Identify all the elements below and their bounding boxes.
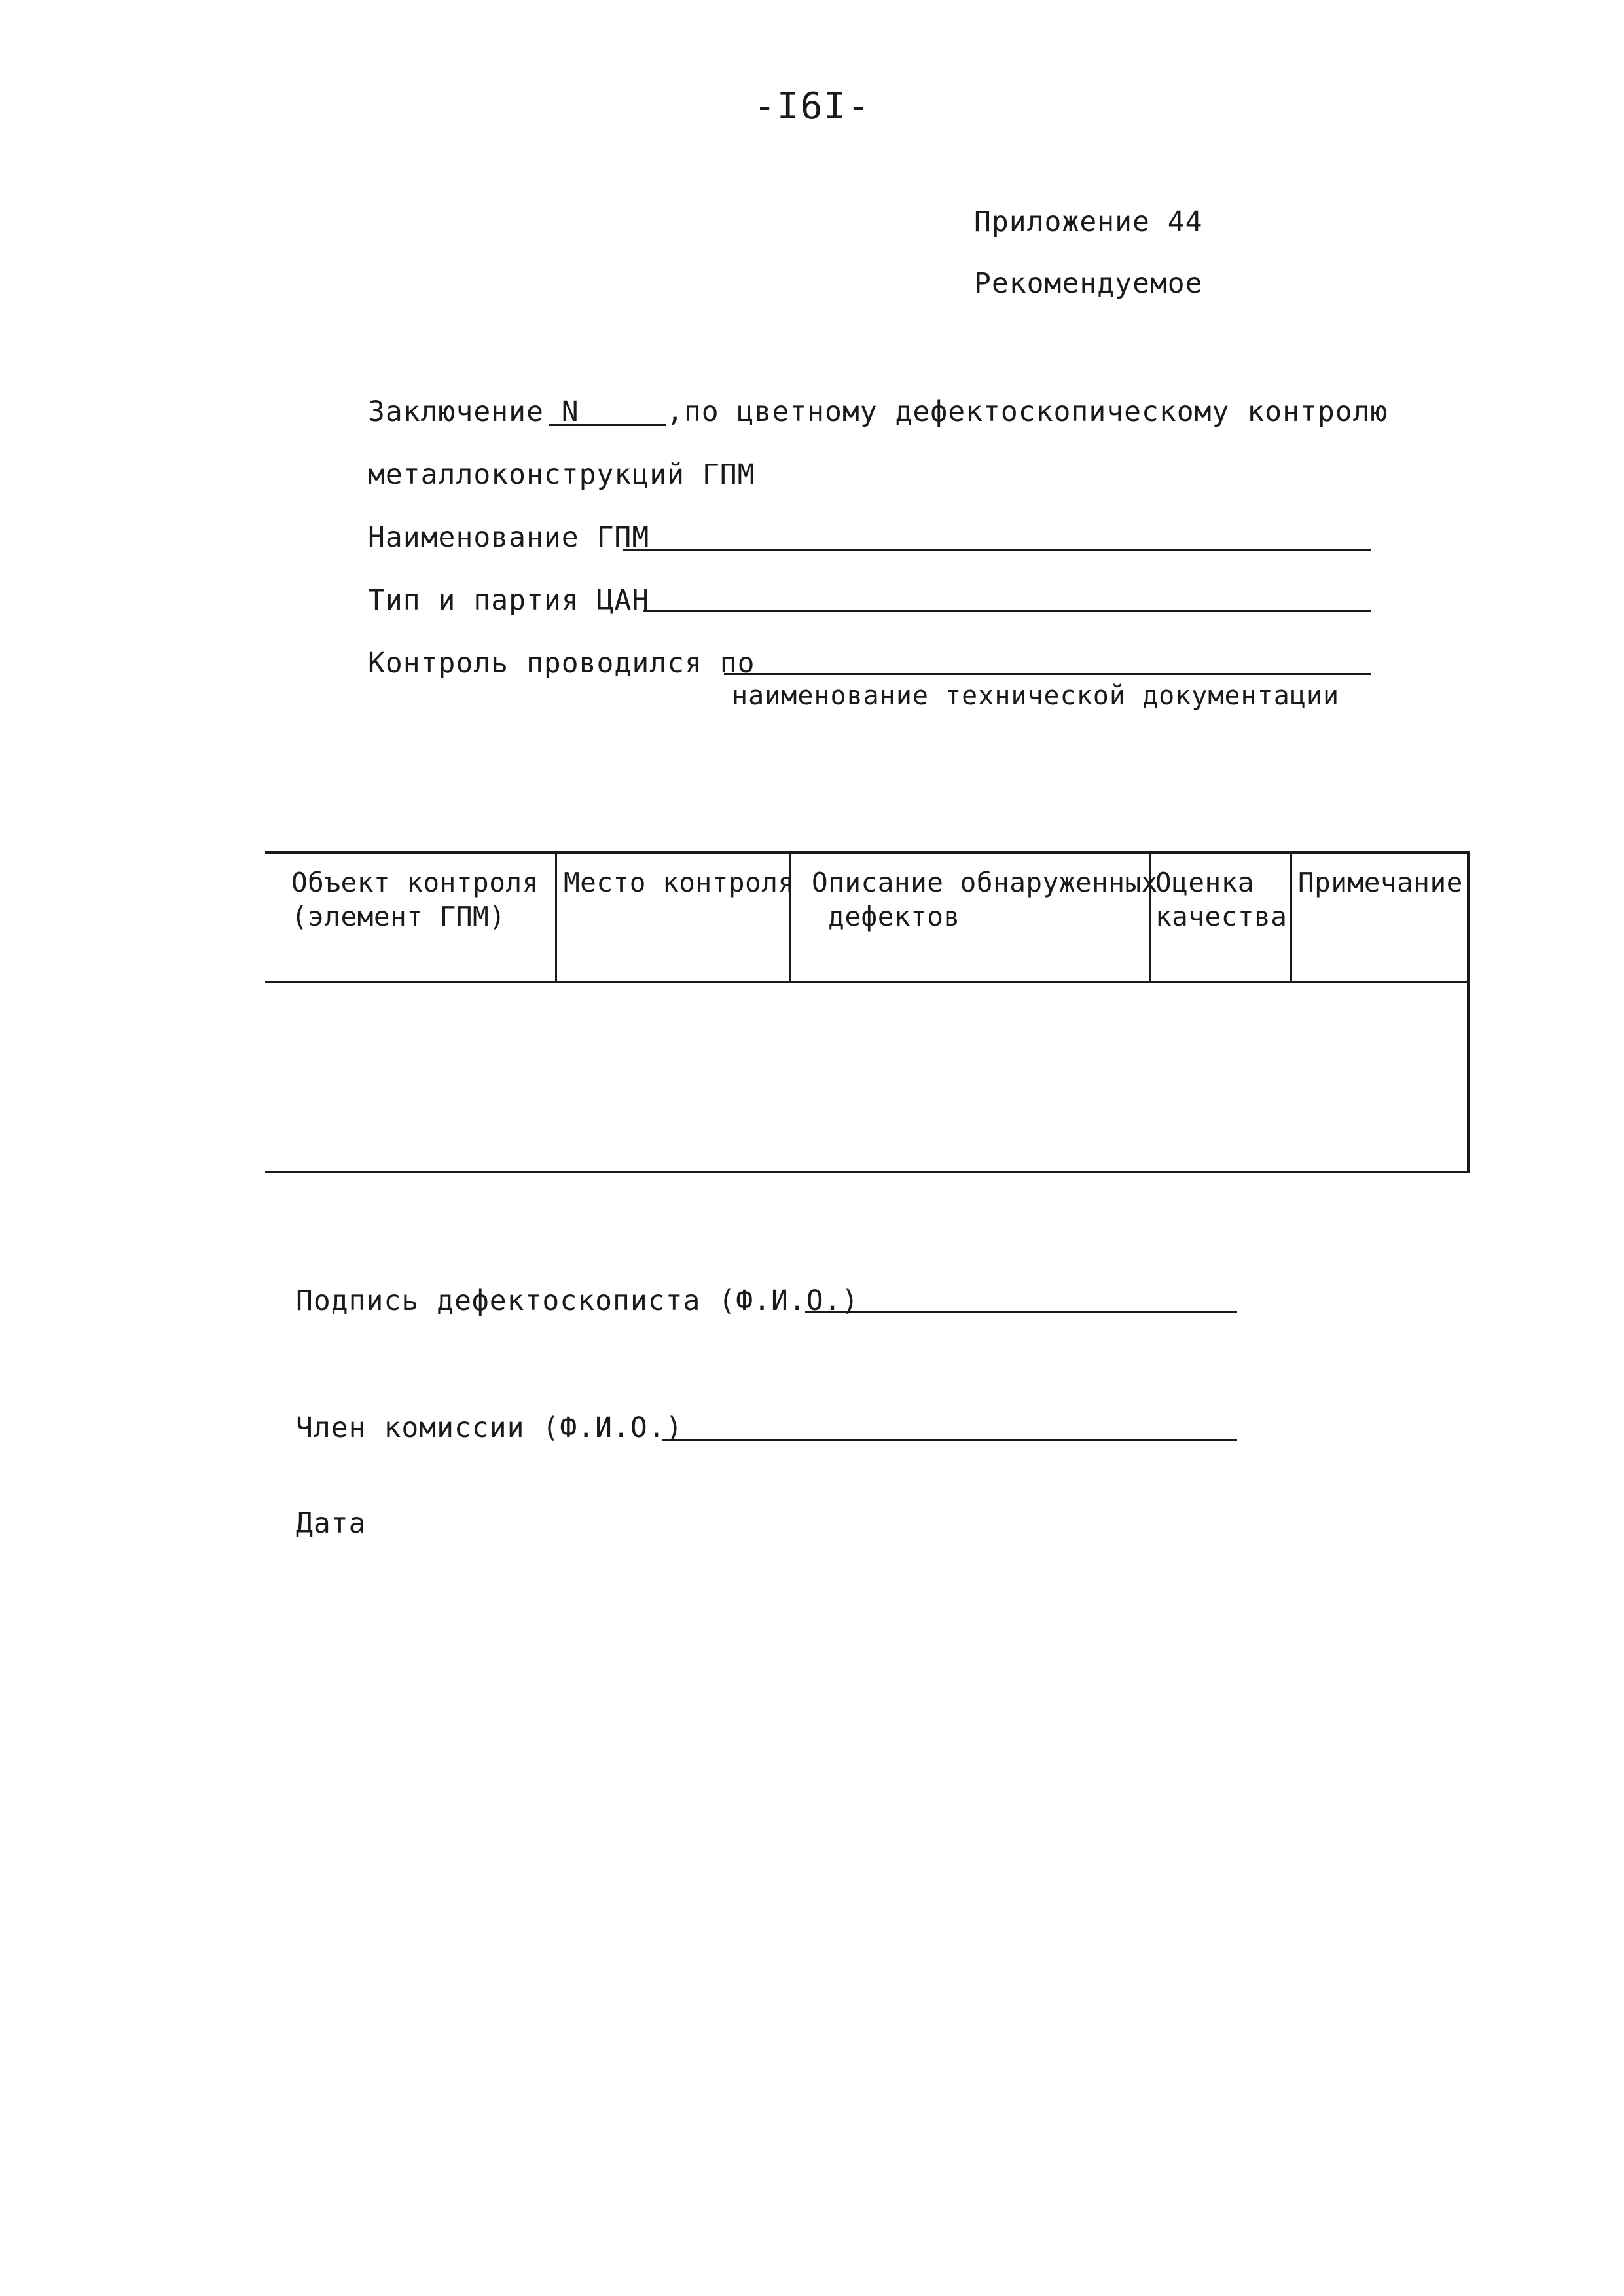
- commission-member-label: Член комиссии (Ф.И.О.): [296, 1412, 683, 1444]
- column-header-object: Объект контроля (элемент ГПМ): [291, 867, 539, 932]
- table-border-top: [265, 851, 1470, 854]
- inspection-table: [265, 851, 1470, 1172]
- date-label: Дата: [296, 1507, 367, 1540]
- table-border-bottom: [265, 1171, 1470, 1173]
- table-col-divider: [1290, 851, 1292, 982]
- inspector-signature-field[interactable]: [805, 1311, 1237, 1313]
- name-field[interactable]: [623, 549, 1371, 551]
- control-hint: наименование технической документации: [732, 681, 1340, 711]
- table-body-row[interactable]: [265, 983, 1467, 1171]
- type-label: Тип и партия ЦАН: [368, 584, 650, 617]
- appendix-status: Рекомендуемое: [974, 267, 1203, 300]
- control-label: Контроль проводился по: [368, 647, 755, 680]
- name-label: Наименование ГПМ: [368, 521, 650, 554]
- column-header-note: Примечание: [1298, 867, 1463, 898]
- control-field[interactable]: [724, 673, 1371, 675]
- page-number: -I6I-: [753, 85, 871, 128]
- column-header-description: Описание обнаруженных дефектов: [812, 867, 1158, 932]
- conclusion-prefix: Заключение N: [368, 395, 579, 428]
- table-border-right: [1467, 851, 1470, 1173]
- conclusion-suffix: ,по цветному дефектоскопическому контролю: [666, 395, 1388, 428]
- column-header-place: Место контроля: [564, 867, 795, 898]
- inspector-signature-label: Подпись дефектоскописта (Ф.И.О.): [296, 1285, 859, 1317]
- column-header-quality: Оценка качества: [1155, 867, 1288, 932]
- conclusion-line2: металлоконструкций ГПМ: [368, 458, 755, 491]
- commission-member-field[interactable]: [662, 1439, 1237, 1441]
- conclusion-number-field[interactable]: [549, 424, 666, 426]
- table-col-divider: [555, 851, 557, 982]
- appendix-title: Приложение 44: [974, 206, 1203, 238]
- type-field[interactable]: [643, 610, 1371, 612]
